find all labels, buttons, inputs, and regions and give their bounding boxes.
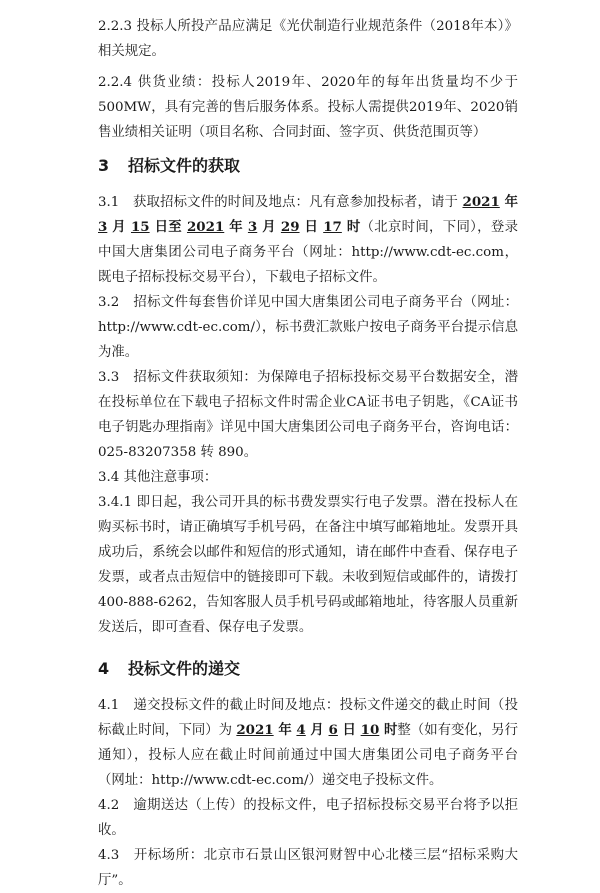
end-day: 29 — [280, 219, 300, 235]
start-month: 3 — [98, 219, 108, 235]
section-4-title: 投标文件的递交 — [128, 659, 241, 678]
section-4-number: 4 — [98, 659, 110, 678]
para-4-2: 4.2 逾期送达（上传）的投标文件，电子招标投标交易平台将予以拒收。 — [98, 798, 518, 838]
deadline-month: 4 — [296, 722, 306, 738]
start-year: 2021 — [462, 194, 500, 210]
end-year: 2021 — [186, 219, 225, 235]
para-4-3: 4.3 开标场所：北京市石景山区银河财智中心北楼三层“招标采购大厅”。 — [98, 848, 518, 888]
deadline-day: 6 — [328, 722, 338, 738]
deadline-hour: 10 — [360, 722, 380, 738]
section-3-title: 招标文件的获取 — [128, 156, 241, 175]
section-3-number: 3 — [98, 156, 110, 175]
para-3-1: 3.1 获取招标文件的时间及地点：凡有意参加投标者，请于 2021 年 3 月 15 日至 2021 年 3 月 29 日 17 时（北京时间，下同），登录中国大唐集团公司电子商务平台（网址：http://www.cdt-ec.com，既电子招标投标交易平台），下载电子招标文件。 — [98, 194, 518, 285]
para-3-4-1: 3.4.1 即日起，我公司开具的标书费发票实行电子发票。潜在投标人在购买标书时，请正确填写手机号码，在备注中填写邮箱地址。发票开具成功后，系统会以邮件和短信的形式通知，请在邮件中查看、保存电子发票，或者点击短信中的链接即可下载。未收到短信或邮件的，请拨打 400-888-6262，告知客服人员手机号码或邮箱地址，待客服人员重新发送后，即可查看、保存电子发票。 — [98, 495, 518, 635]
start-day: 15 — [130, 219, 150, 235]
end-hour: 17 — [323, 219, 342, 235]
section-4-heading — [98, 654, 518, 684]
para-4-1: 4.1 递交投标文件的截止时间及地点：投标文件递交的截止时间（投标截止时间，下同）为 2021 年 4 月 6 日 10 时整（如有变化，另行通知），投标人应在截止时间前通过中国大唐集团公司电子商务平台（网址：http://www.cdt-ec.com/）递交电子投标文件。 — [98, 698, 519, 788]
para-2-2-4: 2.2.4 供货业绩：投标人2019年、2020年的每年出货量均不少于500MW，具有完善的售后服务体系。投标人需提供2019年、2020销售业绩相关证明（项目名称、合同封面、签字页、供货范围页等） — [98, 75, 518, 140]
end-month: 3 — [247, 219, 258, 235]
section-3-heading — [98, 151, 518, 181]
para-2-2-3: 2.2.3 投标人所投产品应满足《光伏制造行业规范条件（2018年本）》相关规定。 — [98, 19, 518, 59]
para-3-3: 3.3 招标文件获取须知：为保障电子招标投标交易平台数据安全，潜在投标单位在下载电子招标文件时需企业CA证书电子钥匙，《CA证书电子钥匙办理指南》详见中国大唐集团公司电子商务平台，咨询电话：025-83207358 转 890。 — [98, 370, 518, 460]
para-3-4: 3.4 其他注意事项： — [98, 470, 218, 485]
deadline-year: 2021 — [236, 722, 274, 738]
para-3-2: 3.2 招标文件每套售价详见中国大唐集团公司电子商务平台（网址：http://www.cdt-ec.com/），标书费汇款账户按电子商务平台提示信息为准。 — [98, 295, 518, 360]
